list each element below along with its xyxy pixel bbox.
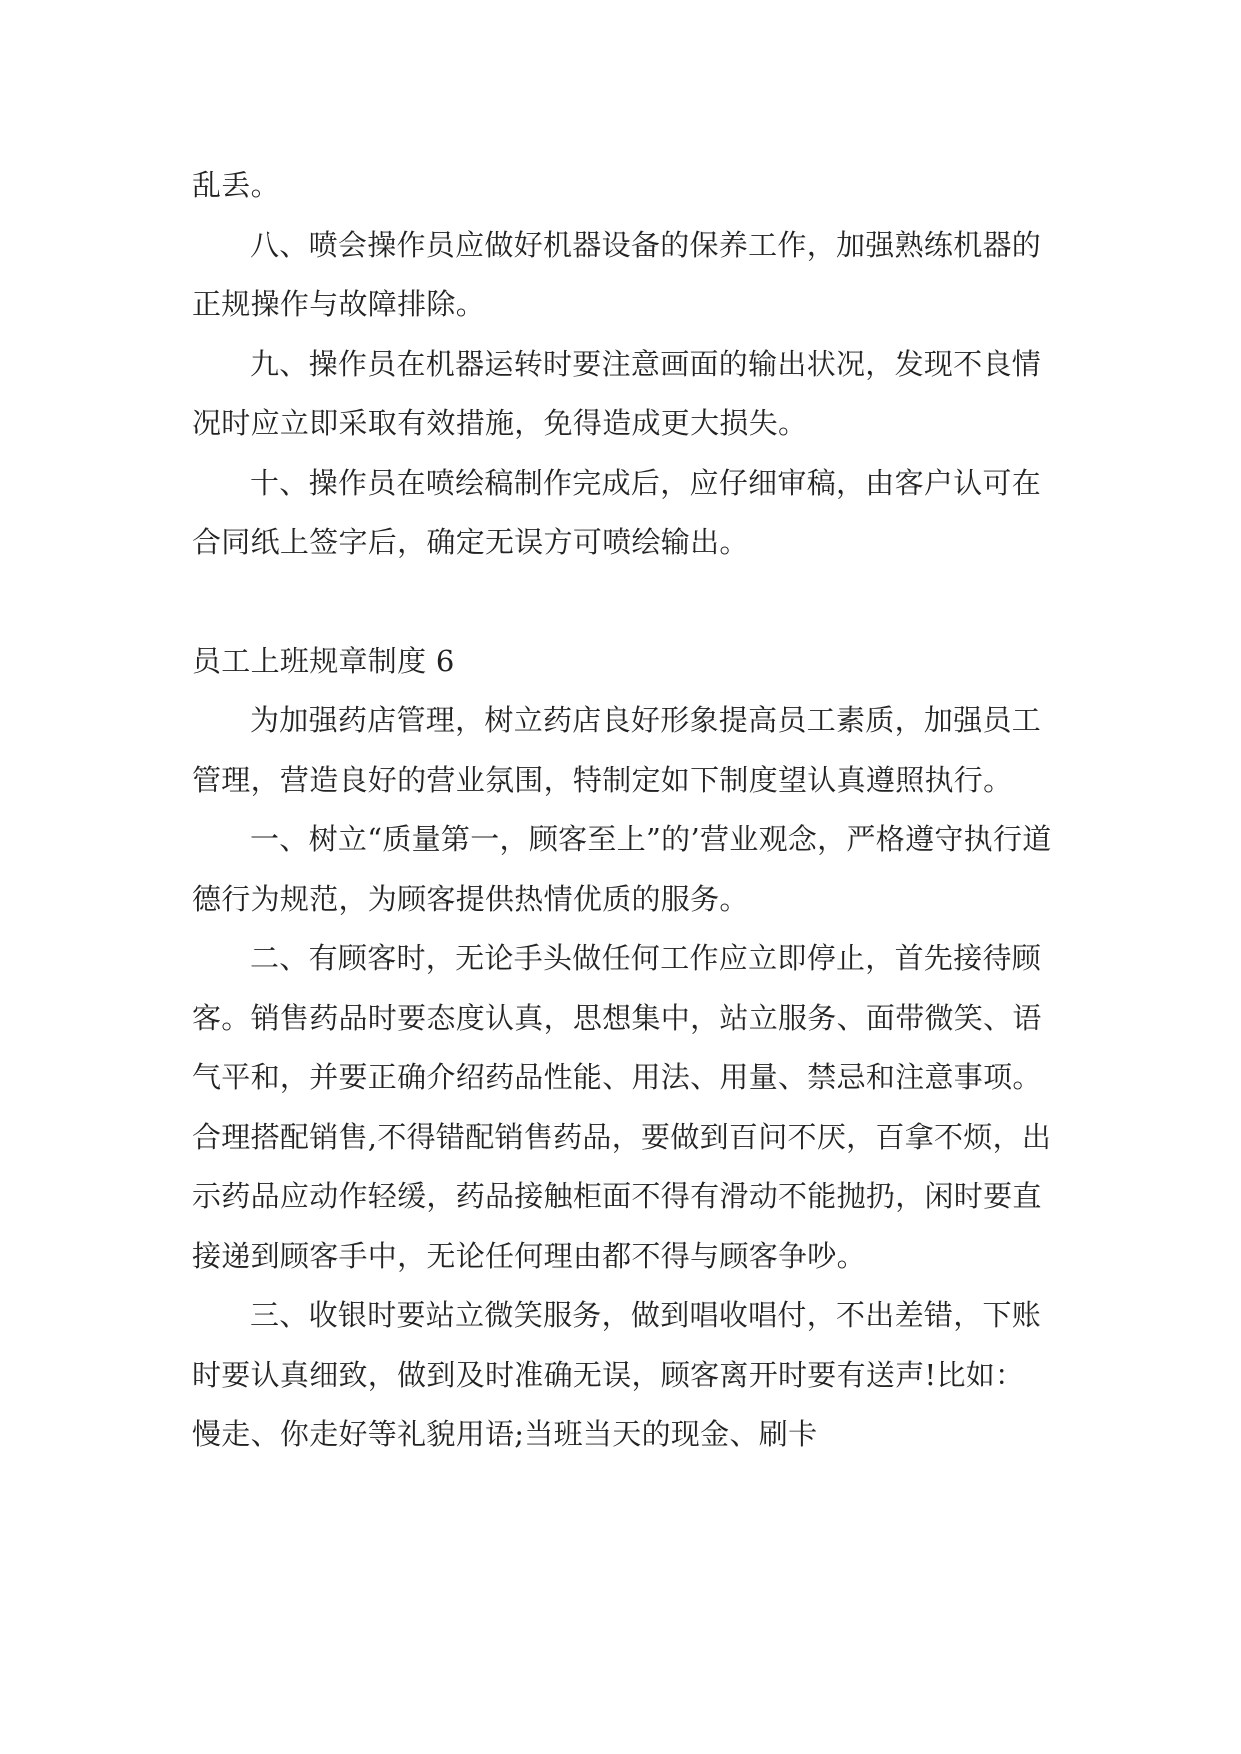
document-body xyxy=(192,156,1052,1465)
list-item-10: 十、操作员在喷绘稿制作完成后，应仔细审稿，由客户认可在合同纸上签字后，确定无误方可喷绘输出。 xyxy=(192,465,1042,559)
rule-2: 二、有顾客时，无论手头做任何工作应立即停止，首先接待顾客。销售药品时要态度认真，思想集中，站立服务、面带微笑、语气平和，并要正确介绍药品性能、用法、用量、禁忌和注意事项。合理搭配销售,不得错配销售药品，要做到百问不厌，百拿不烦，出示药品应动作轻缓，药品接触柜面不得有滑动不能抛扔，闲时要直接递到顾客手中，无论任何理由都不得与顾客争吵。 xyxy=(192,941,1052,1273)
list-item-8: 八、喷会操作员应做好机器设备的保养工作，加强熟练机器的正规操作与故障排除。 xyxy=(192,227,1042,321)
section-title: 员工上班规章制度 6 xyxy=(192,643,455,678)
rule-1: 一、树立“质量第一，顾客至上”的’营业观念，严格遵守执行道德行为规范，为顾客提供热情优质的服务。 xyxy=(192,822,1052,916)
continuation-text: 乱丢。 xyxy=(192,168,280,202)
list-item-9: 九、操作员在机器运转时要注意画面的输出状况，发现不良情况时应立即采取有效措施，免得造成更大损失。 xyxy=(192,346,1042,440)
section-spacer xyxy=(192,573,1052,632)
intro-paragraph: 为加强药店管理，树立药店良好形象提高员工素质，加强员工管理，营造良好的营业氛围，特制定如下制度望认真遵照执行。 xyxy=(192,703,1042,797)
rule-3: 三、收银时要站立微笑服务，做到唱收唱付，不出差错，下账时要认真细致，做到及时准确无误，顾客离开时要有送声!比如：慢走、你走好等礼貌用语;当班当天的现金、刷卡 xyxy=(192,1298,1042,1451)
